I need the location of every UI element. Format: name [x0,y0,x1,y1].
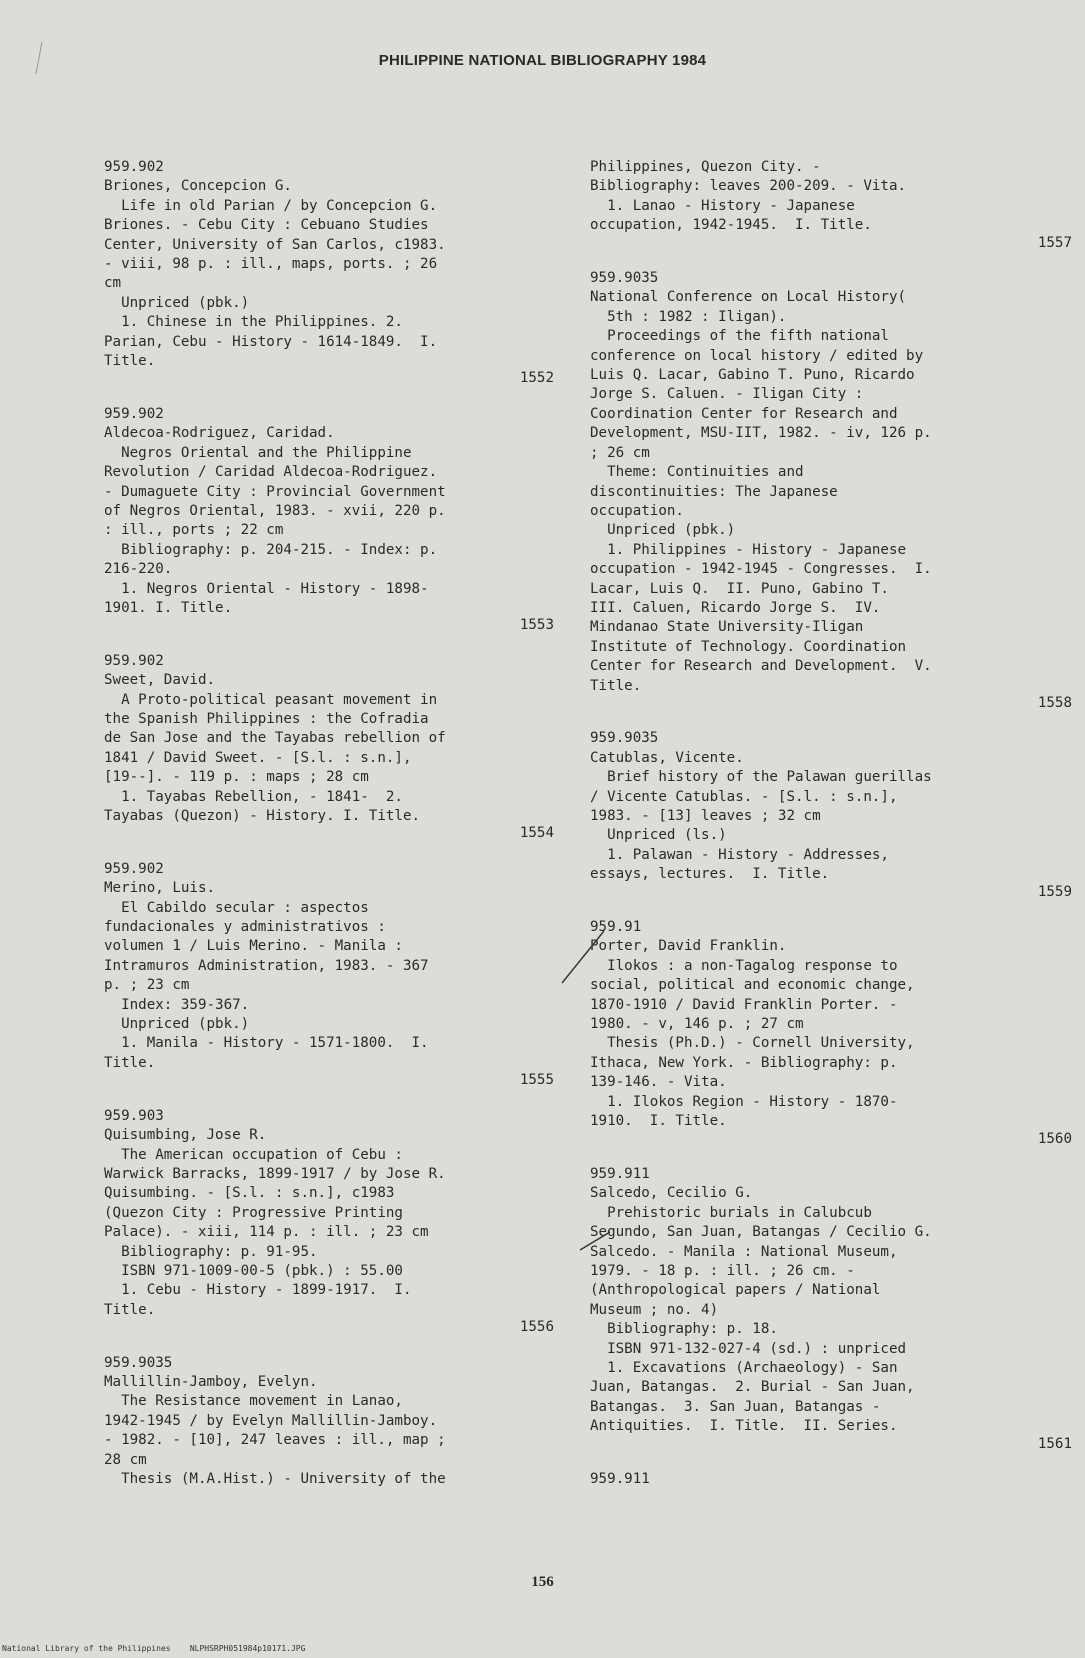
entry-line: Unpriced (pbk.) [104,294,250,311]
entry-line: 959.911 [590,1471,650,1487]
entry-line: Merino, Luis. [104,880,216,897]
entry-line: Palace). - xiii, 114 p. : ill. ; 23 cm [104,1224,429,1241]
entry-line: Luis Q. Lacar, Gabino T. Puno, Ricardo [590,367,915,384]
entry-line: 216-220. [104,561,173,578]
entry-line: 1. Tayabas Rebellion, - 1841- 2. [104,788,403,805]
entry-line: 1. Palawan - History - Addresses, [590,846,889,863]
entry-line: volumen 1 / Luis Merino. - Manila : [104,938,403,955]
entry-line: 959.903 [104,1107,164,1124]
entry-number: 1554 [519,825,554,842]
entry-line: Institute of Technology. Coordination [590,638,907,655]
entry-line: Briones, Concepcion G. [104,178,292,195]
entry-line: Revolution / Caridad Aldecoa-Rodriguez. [104,464,438,481]
entry-line: Salcedo, Cecilio G. [590,1185,753,1202]
entry-line: 959.9035 [590,730,659,747]
entry-line: Brief history of the Palawan guerillas [590,769,932,786]
entry-line: A Proto-political peasant movement in [104,691,438,708]
entry-line: ISBN 971-1009-00-5 (pbk.) : 55.00 [104,1262,403,1279]
entry-line: ISBN 971-132-027-4 (sd.) : unpriced [590,1340,907,1357]
entry-line: Warwick Barracks, 1899-1917 / by Jose R. [104,1165,446,1182]
entry-line: Proceedings of the fifth national [590,328,889,345]
entry-number: 1561 [1037,1435,1072,1452]
entry-line: 1979. - 18 p. : ill. ; 26 cm. - [590,1262,855,1279]
entry-line: Title. [590,677,642,694]
entry-line: Unpriced (ls.) [590,827,727,844]
entry-line: Bibliography: leaves 200-209. - Vita. [590,178,907,195]
entry-line: (Quezon City : Progressive Printing [104,1204,403,1221]
entry-line: National Conference on Local History( [590,289,907,306]
entry-line: The Resistance movement in Lanao, [104,1393,403,1410]
entry-line: Lacar, Luis Q. II. Puno, Gabino T. [590,580,889,597]
bibliography-entry [104,652,554,844]
entry-line: 959.902 [104,159,164,175]
entry-line: Intramuros Administration, 1983. - 367 [104,957,429,974]
entry-number: 1560 [1037,1130,1072,1147]
entry-line: - Dumaguete City : Provincial Government [104,483,446,500]
bibliography-entry [104,1107,554,1338]
entry-line: of Negros Oriental, 1983. - xvii, 220 p. [104,502,446,519]
entry-line: cm [104,275,122,292]
entry-line: p. ; 23 cm [104,977,190,994]
entry-line: (Anthropological papers / National [590,1282,881,1299]
entry-line: [19--]. - 119 p. : maps ; 28 cm [104,769,369,786]
entry-line: Bibliography: p. 91-95. [104,1243,318,1260]
entry-line: 1. Negros Oriental - History - 1898- [104,580,429,597]
right-column [590,158,1072,1505]
entry-line: Life in old Parian / by Concepcion G. [104,197,438,214]
entry-line: occupation, 1942-1945. I. Title. [590,217,872,234]
entry-number: 1559 [1037,883,1072,900]
entry-number: 1556 [519,1319,554,1336]
bibliography-entry [590,269,1072,713]
bibliography-entry [104,1354,536,1490]
bibliography-entry [590,1165,1072,1454]
entry-line: Juan, Batangas. 2. Burial - San Juan, [590,1379,915,1396]
left-column [104,158,554,1505]
entry-line: Porter, David Franklin. [590,938,787,955]
entry-line: Development, MSU-IIT, 1982. - iv, 126 p. [590,425,932,442]
entry-number: 1557 [1037,234,1072,251]
entry-line: Ithaca, New York. - Bibliography: p. [590,1054,898,1071]
entry-line: - viii, 98 p. : ill., maps, ports. ; 26 [104,256,438,273]
entry-line: : ill., ports ; 22 cm [104,522,284,539]
entry-line: 1. Lanao - History - Japanese [590,197,855,214]
entry-line: El Cabildo secular : aspectos [104,899,369,916]
entry-line: 1841 / David Sweet. - [S.l. : s.n.], [104,749,412,766]
entry-number: 1552 [519,370,554,387]
page-number: 156 [531,1574,554,1590]
entry-line: 139-146. - Vita. [590,1074,727,1091]
entry-line: Unpriced (pbk.) [590,522,736,539]
entry-line: The American occupation of Cebu : [104,1146,403,1163]
entry-line: Ilokos : a non-Tagalog response to [590,957,898,974]
entry-line: 5th : 1982 : Iligan). [590,308,787,325]
entry-line: Quisumbing. - [S.l. : s.n.], c1983 [104,1185,395,1202]
entry-line: Briones. - Cebu City : Cebuano Studies [104,217,429,234]
entry-line: conference on local history / edited by [590,347,924,364]
entry-line: 959.91 [590,919,642,936]
entry-line: 1901. I. Title. [104,599,233,616]
entry-line: Mallillin-Jamboy, Evelyn. [104,1373,318,1390]
entry-line: Negros Oriental and the Philippine [104,444,412,461]
entry-line: Sweet, David. [104,672,216,689]
entry-line: Thesis (Ph.D.) - Cornell University, [590,1035,915,1052]
entry-line: ; 26 cm [590,444,650,461]
entry-line: Theme: Continuities and [590,464,804,481]
entry-line: Parian, Cebu - History - 1614-1849. I. [104,333,438,350]
entry-line: occupation - 1942-1945 - Congresses. I. [590,561,932,578]
bibliography-entry [590,1470,1050,1489]
entry-line: Title. [104,353,156,370]
entry-line: Segundo, San Juan, Batangas / Cecilio G. [590,1224,932,1241]
entry-line: 1. Manila - History - 1571-1800. I. [104,1035,429,1052]
entry-line: 1983. - [13] leaves ; 32 cm [590,808,821,824]
entry-line: Index: 359-367. [104,996,250,1013]
entry-line: Prehistoric burials in Calubcub [590,1204,872,1221]
entry-line: 1. Excavations (Archaeology) - San [590,1359,898,1376]
entry-line: 1942-1945 / by Evelyn Mallillin-Jamboy. [104,1412,438,1429]
entry-line: Jorge S. Caluen. - Iligan City : [590,386,864,403]
entry-line: 959.902 [104,652,164,669]
entry-line: Title. [104,1301,156,1318]
entry-line: 959.902 [104,860,164,877]
entry-line: occupation. [590,502,684,519]
entry-line: Title. [104,1054,156,1071]
bibliography-entry [104,860,554,1091]
bibliography-entry [104,158,554,389]
entry-line: 959.9035 [590,270,659,287]
entry-line: Salcedo. - Manila : National Museum, [590,1243,898,1260]
entry-line: Bibliography: p. 204-215. - Index: p. [104,541,438,558]
bibliography-entry [104,405,554,636]
entry-line: Tayabas (Quezon) - History. I. Title. [104,808,421,824]
entry-line: Thesis (M.A.Hist.) - University of the [104,1471,446,1487]
entry-line: Philippines, Quezon City. - [590,159,821,175]
entry-line: 28 cm [104,1451,147,1468]
entry-line: Quisumbing, Jose R. [104,1127,267,1144]
entry-line: III. Caluen, Ricardo Jorge S. IV. [590,599,881,616]
entry-line: essays, lectures. I. Title. [590,866,830,883]
bibliography-entry [590,918,1072,1149]
bibliography-entry [590,158,1072,253]
entry-number: 1553 [519,617,554,634]
entry-line: the Spanish Philippines : the Cofradia [104,710,429,727]
entry-number: 1558 [1037,694,1072,711]
entry-line: Aldecoa-Rodriguez, Caridad. [104,425,335,442]
entry-line: 1. Philippines - History - Japanese [590,541,907,558]
bibliography-entry [590,729,1072,902]
entry-line: Center for Research and Development. V. [590,658,932,675]
entry-line: social, political and economic change, [590,977,915,994]
entry-line: 959.902 [104,405,164,422]
entry-line: Center, University of San Carlos, c1983. [104,236,446,253]
entry-line: 959.9035 [104,1354,173,1371]
entry-line: discontinuities: The Japanese [590,483,838,500]
entry-line: 1870-1910 / David Franklin Porter. - [590,996,898,1013]
scan-credit: National Library of the Philippines NLPHSRPH051984p10171.JPG [2,1644,306,1653]
entry-line: 1910. I. Title. [590,1113,727,1130]
page-header: PHILIPPINE NATIONAL BIBLIOGRAPHY 1984 [378,52,707,69]
entry-line: Catublas, Vicente. [590,749,744,766]
entry-line: Bibliography: p. 18. [590,1321,778,1338]
entry-line: 1980. - v, 146 p. ; 27 cm [590,1016,804,1033]
entry-line: Mindanao State University-Iligan [590,619,864,636]
entry-line: fundacionales y administrativos : [104,919,386,936]
entry-line: Museum ; no. 4) [590,1301,719,1318]
entry-number: 1555 [519,1072,554,1089]
entry-line: 1. Cebu - History - 1899-1917. I. [104,1282,412,1299]
entry-line: 1. Ilokos Region - History - 1870- [590,1093,898,1110]
entry-line: Unpriced (pbk.) [104,1016,250,1033]
entry-line: / Vicente Catublas. - [S.l. : s.n.], [590,788,898,805]
entry-line: 959.911 [590,1165,650,1182]
entry-line: - 1982. - [10], 247 leaves : ill., map ; [104,1432,446,1449]
entry-line: Batangas. 3. San Juan, Batangas - [590,1398,881,1415]
entry-line: de San Jose and the Tayabas rebellion of [104,730,446,747]
entry-line: Coordination Center for Research and [590,405,898,422]
entry-line: Antiquities. I. Title. II. Series. [590,1418,898,1435]
entry-line: 1. Chinese in the Philippines. 2. [104,314,403,331]
